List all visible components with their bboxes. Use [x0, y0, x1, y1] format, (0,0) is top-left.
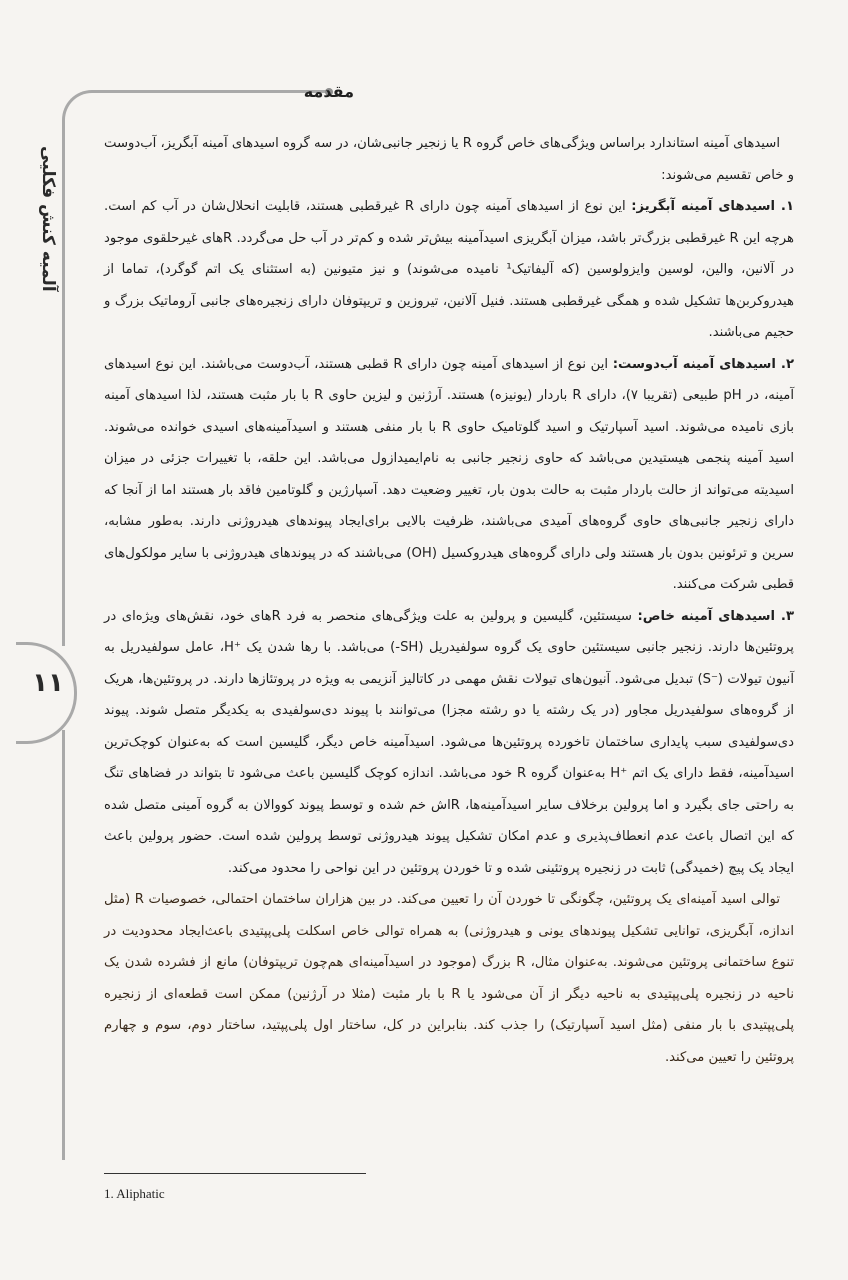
header-rule [96, 90, 328, 93]
intro-paragraph: اسیدهای آمینه استاندارد براساس ویژگی‌های خاص گروه R یا زنجیر جانبی‌شان، در سه گروه اسیدهای آمینه آبگریز، آب‌دوست و خاص تقسیم می‌شوند: [104, 136, 794, 183]
frame-corner-ornament [62, 90, 101, 129]
item-hydrophobic-label: ۱. اسیدهای آمینه آبگریز: [631, 199, 794, 214]
footnote: 1. Aliphatic [104, 1186, 165, 1201]
item-hydrophilic-text: این نوع از اسیدهای آمینه چون دارای R قطبی هستند، آب‌دوست می‌باشند. این نوع اسیدهای آمینه، در pH طبیعی (تقریبا ۷)، دارای R باردار (یونیزه) هستند. آرژنین و لیزین حاوی R با بار مثبت هستند، لذا اسیدهای آمینه بازی نامیده می‌شوند. اسید آسپارتیک و اسید گلوتامیک حاوی R با بار منفی هستند و اسیدآمینه‌های اسیدی خوانده می‌شوند. اسید آمینه پنجمی هیستیدین می‌باشد که حاوی زنجیر جانبی به نام‌ایمیدازول می‌باشد. این حلقه، با تغییرات جزئی در میزان اسیدیته می‌تواند از حالت باردار مثبت به حالت بدون بار، تغییر وضعیت دهد. آسپارژین و گلوتامین فاقد بار هستند اما از آنجا که دارای زنجیر جانبی‌های حاوی گروه‌های آمیدی می‌باشند، ظرفیت بالایی برای‌ایجاد پیوندهای هیدروژنی دارند. به‌طور مشابه، سرین و ترئونین بدون بار هستند ولی دارای گروه‌های هیدروکسیل (OH) می‌باشند که در پیوندهای هیدروژنی با سایر مولکول‌های قطبی شرکت می‌کنند. [104, 356, 795, 592]
closing-paragraph: توالی اسید آمینه‌ای یک پروتئین، چگونگی تا خوردن آن را تعیین می‌کند. در بین هزاران ساختمان احتمالی، خصوصیات R (مثل اندازه، آبگریزی، توانایی تشکیل پیوندهای یونی و هیدروژنی) به همراه توالی خاص اسکلت پلی‌پپتیدی باعث‌ایجاد محدودیت در تنوع ساختمانی پروتئین می‌شوند. به‌عنوان مثال، R بزرگ (موجود در اسیدآمینه‌ای هم‌چون تریپتوفان) مانع از فشرده شدن یک ناحیه در زنجیره پلی‌پپتیدی به ناحیه دیگر از آن می‌شود یا R با بار مثبت (مثلا در آرژنین) ممکن است قطعه‌ای از زنجیره پلی‌پپتیدی با بار منفی (مثل اسید آسپارتیک) را جذب کند. بنابراین در کل، ساختار اول پلی‌پپتید، ساختار دوم، سوم و چهارم پروتئین را تعیین می‌کند. [104, 892, 794, 1065]
item-hydrophilic-label: ۲. اسیدهای آمینه آب‌دوست: [612, 356, 795, 372]
frame-side-rule-bottom [62, 730, 65, 1160]
footnote-rule [104, 1173, 366, 1174]
section-title: مقدمه [303, 82, 354, 101]
item-special-label: ۳. اسیدهای آمینه خاص: [637, 608, 795, 624]
item-special-text: سیستئین، گلیسین و پرولین به علت ویژگی‌های منحصر به فرد Rهای خود، نقش‌های ویژه‌ای در پروتئین‌ها دارند. زنجیر جانبی سیستئین حاوی یک گروه سولفیدریل (SH-) می‌باشد. با رها شدن یک ⁺H، عامل سولفیدریل به آنیون تیولات (⁻S) تبدیل می‌شود. آنیون‌های تیولات نقش مهمی در کاتالیز آنزیمی به ویژه در پروتئازها دارند. در پروتئین‌ها، هریک از گروه‌های سولفیدریل مجاور (در یک رشته یا دو رشته مجزا) می‌توانند با پیوند دی‌سولفیدی به یکدیگر متصل شوند. پیوند دی‌سولفیدی سبب پایداری ساختمان تاخورده پروتئین‌ها می‌شود. اسیدآمینه خاص دیگر، گلیسین است که به‌عنوان کوچک‌ترین اسیدآمینه، فقط دارای یک اتم ⁺H به‌عنوان گروه R خود می‌باشد. اندازه کوچک گلیسین باعث می‌شود تا بتواند در فضاهای تنگ به راحتی جای بگیرد و اما پرولین برخلاف سایر اسیدآمینه‌ها، Rاش خم شده و توسط پیوند کووالان به گروه آمینی متصل شده که این اتصال باعث عدم انعطاف‌پذیری و عدم امکان تشکیل پیوند هیدروژنی توسط پرولین شده است. حضور پرولین باعث ایجاد یک پیچ (خمیدگی) ثابت در زنجیره پروتئینی شده و تا خوردن پروتئین در این نواحی را محدود می‌کند. [104, 608, 794, 876]
body-text [104, 128, 794, 1073]
frame-side-rule-top [62, 126, 65, 646]
item-hydrophobic-text: این نوع از اسیدهای آمینه چون دارای R غیرقطبی هستند، قابلیت انحلال‌شان در آب کم است. هرچه این R غیرقطبی بزرگ‌تر باشد، میزان آبگریزی اسیدآمینه بیش‌تر شده و کم‌تر در آب حل می‌گردد. Rهای غیرحلقوی موجود در آلانین، والین، لوسین وایزولوسین (که آلیفاتیک¹ نامیده می‌شوند) و نیز متیونین (به استثنای یک اتم گوگرد)، تماما از هیدروکربن‌ها تشکیل شده و همگی غیرقطبی هستند. فنیل آلانین، تیروزین و تریپتوفان دارای زنجیره‌های جانبی آروماتیک بزرگ و حجیم می‌باشند. [104, 199, 795, 340]
item-special [104, 601, 794, 885]
item-hydrophobic [104, 191, 794, 349]
item-hydrophilic [104, 349, 794, 601]
page-number: ۱۱ [32, 668, 64, 698]
book-title-vertical: آلمیه کنش فکلیی [38, 146, 58, 292]
